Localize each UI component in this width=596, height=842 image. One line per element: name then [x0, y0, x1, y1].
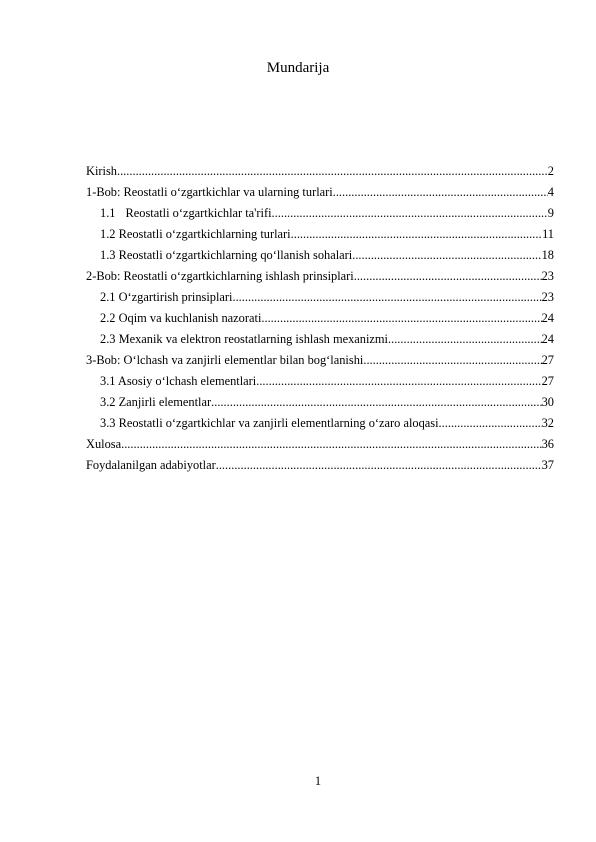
toc-dot-leader [232, 287, 541, 308]
toc-dot-leader [211, 392, 541, 413]
toc-entry-label: 3.1 Asosiy o‘lchash elementlari [100, 374, 257, 388]
toc-dot-leader [291, 224, 542, 245]
toc-entry-page: 23 [541, 269, 554, 283]
toc-entry-number: 1.1 [100, 206, 116, 220]
toc-entry-section-3-2[interactable] [86, 392, 554, 413]
toc-entry-chapter-1[interactable] [86, 182, 554, 203]
toc-entry-label: 3.2 Zanjirli elementlar [100, 395, 212, 409]
toc-entry-section-2-3[interactable] [86, 329, 554, 350]
page-number: 1 [314, 774, 322, 788]
toc-entry-label: 2.3 Mexanik va elektron reostatlarning ishlash mexanizmi [100, 332, 389, 346]
toc-dot-leader [216, 455, 542, 476]
toc-dot-leader [363, 350, 541, 371]
toc-entry-label: 3.3 Reostatli o‘zgartkichlar va zanjirli elementlarning o‘zaro aloqasi [100, 416, 439, 430]
toc-entry-page: 27 [541, 353, 554, 367]
toc-entry-page: 9 [547, 206, 554, 220]
toc-entry-label: Reostatli o‘zgartkichlar ta'rifi [125, 206, 272, 220]
toc-dot-leader [354, 266, 542, 287]
toc-entry-label: 1-Bob: Reostatli o‘zgartkichlar va ularning turlari [86, 185, 333, 199]
toc-entry-page: 36 [541, 437, 554, 451]
toc-entry-page: 23 [541, 290, 554, 304]
toc-entry-chapter-3[interactable] [86, 350, 554, 371]
toc-entry-label-group [100, 203, 272, 224]
toc-entry-adabiyotlar[interactable] [86, 455, 554, 476]
toc-entry-label: 1.2 Reostatli o‘zgartkichlarning turlari [100, 227, 291, 241]
toc-entry-page: 2 [547, 164, 554, 178]
toc-entry-section-1-3[interactable] [86, 245, 554, 266]
toc-entry-page: 4 [547, 185, 554, 199]
toc-dot-leader [333, 182, 548, 203]
toc-entry-kirish[interactable] [86, 161, 554, 182]
toc-entry-section-2-2[interactable] [86, 308, 554, 329]
toc-dot-leader [352, 245, 541, 266]
toc-entry-chapter-2[interactable] [86, 266, 554, 287]
toc-dot-leader [388, 329, 542, 350]
toc-entry-page: 24 [541, 332, 554, 346]
toc-dot-leader [272, 203, 548, 224]
toc-entry-label: 2.1 O‘zgartirish prinsiplari [100, 290, 233, 304]
toc-entry-section-3-3[interactable] [86, 413, 554, 434]
toc-entry-page: 27 [541, 374, 554, 388]
toc-entry-xulosa[interactable] [86, 434, 554, 455]
toc-entry-label: Xulosa [86, 437, 122, 451]
page-title: Mundarija [266, 60, 330, 76]
toc-entry-label: 2.2 Oqim va kuchlanish nazorati [100, 311, 262, 325]
toc-entry-section-1-2[interactable] [86, 224, 554, 245]
toc-entry-label: Foydalanilgan adabiyotlar [86, 458, 216, 472]
toc-dot-leader [439, 413, 542, 434]
toc-entry-page: 37 [541, 458, 554, 472]
toc-entry-section-1-1[interactable] [86, 203, 554, 224]
table-of-contents [86, 161, 554, 476]
toc-entry-label: 1.3 Reostatli o‘zgartkichlarning qo‘llanish sohalari [100, 248, 353, 262]
toc-entry-section-2-1[interactable] [86, 287, 554, 308]
toc-entry-label: Kirish [86, 164, 117, 178]
toc-entry-label: 2-Bob: Reostatli o‘zgartkichlarning ishlash prinsiplari [86, 269, 354, 283]
toc-entry-page: 24 [541, 311, 554, 325]
toc-dot-leader [256, 371, 541, 392]
toc-entry-page: 18 [541, 248, 554, 262]
toc-dot-leader [261, 308, 541, 329]
toc-entry-page: 11 [542, 227, 554, 241]
toc-entry-page: 32 [541, 416, 554, 430]
toc-dot-leader [121, 434, 542, 455]
toc-entry-page: 30 [541, 395, 554, 409]
toc-dot-leader [117, 161, 548, 182]
toc-entry-section-3-1[interactable] [86, 371, 554, 392]
toc-entry-label: 3-Bob: O‘lchash va zanjirli elementlar bilan bog‘lanishi [86, 353, 364, 367]
